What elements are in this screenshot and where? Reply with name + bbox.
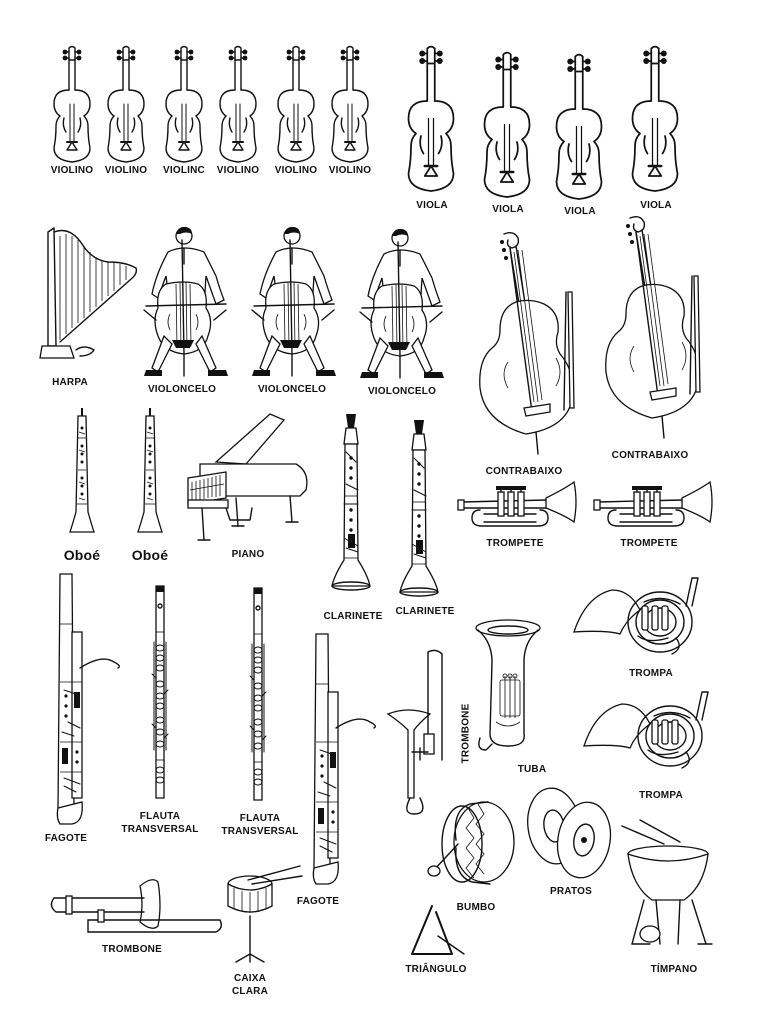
harp-label: HARPA bbox=[52, 377, 88, 388]
bass-drum-label: BUMBO bbox=[456, 902, 496, 913]
bassoon-label: FAGOTE bbox=[296, 896, 340, 907]
violin-icon bbox=[214, 46, 262, 166]
oboe-label: Oboé bbox=[131, 547, 169, 563]
viola-label: VIOLA bbox=[640, 200, 672, 211]
cymbals-icon bbox=[524, 786, 616, 882]
trumpet-icon bbox=[458, 480, 580, 532]
trombone-label: TROMBONE bbox=[460, 703, 472, 764]
french-horn-icon bbox=[572, 576, 704, 664]
oboe-icon bbox=[68, 408, 96, 536]
trumpet-icon bbox=[594, 480, 716, 532]
timpani-icon bbox=[620, 818, 716, 950]
viola-icon bbox=[476, 52, 538, 202]
double-bass-icon bbox=[470, 232, 582, 458]
violin-label: VIOLINO bbox=[328, 165, 372, 176]
cymbals-label: PRATOS bbox=[550, 886, 592, 897]
clarinet-label: CLARINETE bbox=[395, 606, 455, 617]
snare-drum-icon bbox=[222, 862, 304, 964]
horn-label: TROMPA bbox=[629, 668, 673, 679]
grand-piano-icon bbox=[186, 412, 312, 544]
violin-label: VIOLINO bbox=[216, 165, 260, 176]
oboe-icon bbox=[136, 408, 164, 536]
trumpet-label: TROMPETE bbox=[486, 538, 544, 549]
flute-icon bbox=[246, 586, 270, 804]
bass-drum-icon bbox=[428, 800, 522, 892]
viola-label: VIOLA bbox=[416, 200, 448, 211]
violin-icon bbox=[48, 46, 96, 166]
cello-label: VIOLONCELO bbox=[257, 384, 327, 395]
trombone-icon bbox=[384, 648, 452, 818]
flute-label: FLAUTA TRANSVERSAL bbox=[121, 811, 199, 835]
cello-label: VIOLONCELO bbox=[147, 384, 217, 395]
violin-icon bbox=[326, 46, 374, 166]
violin-label: VIOLINC bbox=[163, 165, 205, 176]
viola-label: VIOLA bbox=[564, 206, 596, 217]
tuba-label: TUBA bbox=[517, 764, 547, 775]
cello-player-icon bbox=[142, 224, 238, 382]
violin-icon bbox=[160, 46, 208, 166]
violin-label: VIOLINO bbox=[274, 165, 318, 176]
double-bass-label: CONTRABAIXO bbox=[485, 466, 563, 477]
clarinet-icon bbox=[330, 414, 372, 594]
tuba-icon bbox=[472, 618, 544, 754]
violin-label: VIOLINO bbox=[104, 165, 148, 176]
snare-drum-label: CAIXA CLARA bbox=[232, 973, 268, 997]
trombone-label: TROMBONE bbox=[102, 944, 162, 955]
cello-player-icon bbox=[358, 226, 454, 384]
piano-label: PIANO bbox=[231, 549, 265, 560]
clarinet-label: CLARINETE bbox=[323, 611, 383, 622]
clarinet-icon bbox=[398, 420, 440, 600]
flute-icon bbox=[148, 584, 172, 802]
viola-icon bbox=[624, 46, 686, 196]
harp-icon bbox=[40, 224, 140, 362]
double-bass-icon bbox=[596, 216, 708, 442]
horn-label: TROMPA bbox=[639, 790, 683, 801]
bassoon-label: FAGOTE bbox=[44, 833, 88, 844]
trombone-icon bbox=[48, 876, 224, 938]
double-bass-label: CONTRABAIXO bbox=[611, 450, 689, 461]
trumpet-label: TROMPETE bbox=[620, 538, 678, 549]
viola-icon bbox=[400, 46, 462, 196]
cello-player-icon bbox=[250, 224, 346, 382]
triangle-label: TRIÂNGULO bbox=[405, 964, 467, 975]
triangle-icon bbox=[408, 902, 466, 958]
flute-label: FLAUTA TRANSVERSAL bbox=[221, 813, 299, 837]
oboe-label: Oboé bbox=[63, 547, 101, 563]
french-horn-icon bbox=[582, 690, 714, 778]
bassoon-icon bbox=[306, 632, 382, 888]
violin-icon bbox=[102, 46, 150, 166]
viola-label: VIOLA bbox=[492, 204, 524, 215]
violin-label: VIOLINO bbox=[50, 165, 94, 176]
timpani-label: TÍMPANO bbox=[650, 964, 698, 975]
cello-label: VIOLONCELO bbox=[367, 386, 437, 397]
violin-icon bbox=[272, 46, 320, 166]
bassoon-icon bbox=[50, 572, 126, 828]
viola-icon bbox=[548, 54, 610, 204]
